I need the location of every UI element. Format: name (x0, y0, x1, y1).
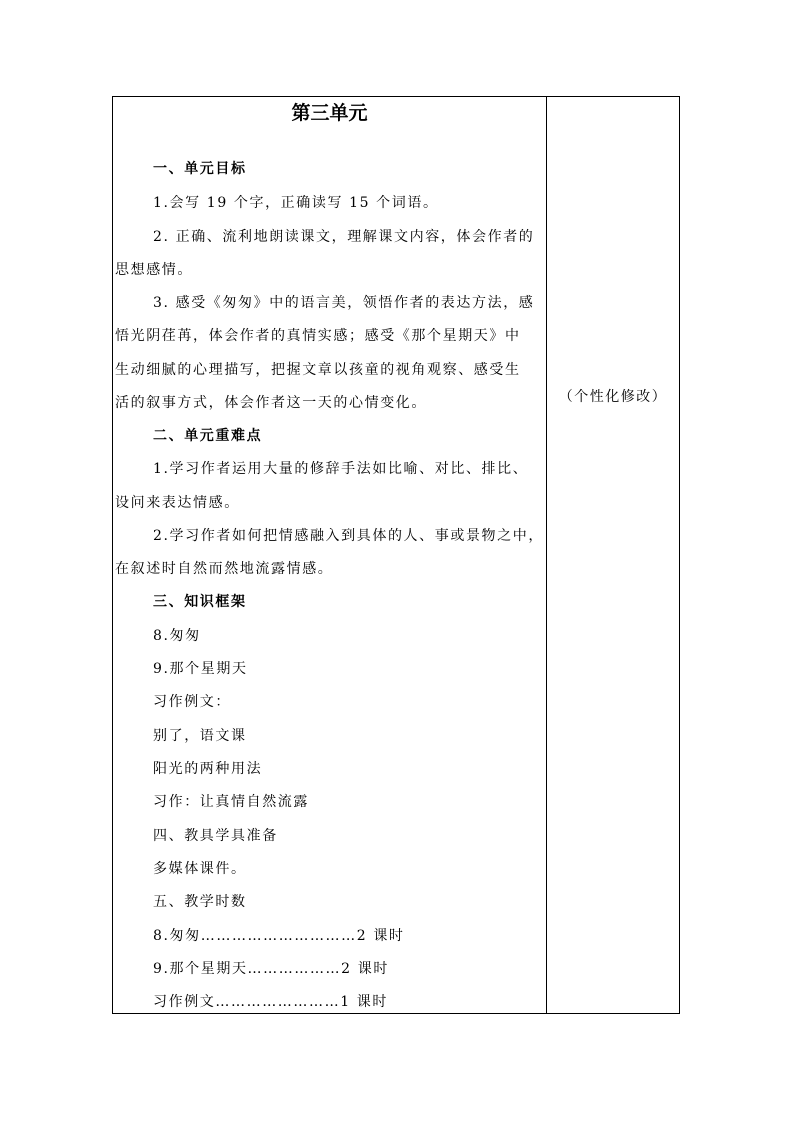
objective-line-3: 3. 感受《匆匆》中的语言美，领悟作者的表达方法，感 (153, 295, 535, 311)
objective-line-2: 2. 正确、流利地朗读课文，理解课文内容，体会作者的 (153, 229, 535, 245)
personalized-notes-label: （个性化修改） (558, 389, 668, 405)
section-heading-framework: 三、知识框架 (153, 594, 247, 610)
section-heading-key-points: 二、单元重难点 (153, 428, 263, 444)
objective-line-3-cont-2: 生动细腻的心理描写，把握文章以孩童的视角观察、感受生 (115, 362, 521, 378)
framework-item: 阳光的两种用法 (153, 761, 263, 777)
key-point-line-1: 1.学习作者运用大量的修辞手法如比喻、对比、排比、 (153, 461, 529, 477)
key-point-line-2-cont: 在叙述时自然而然地流露情感。 (115, 561, 334, 577)
objective-line-3-cont-3: 活的叙事方式，体会作者这一天的心情变化。 (115, 395, 427, 411)
lesson-plan-table (112, 96, 680, 1014)
framework-item: 习作例文： (153, 694, 231, 710)
hours-line: 9.那个星期天………………2 课时 (153, 961, 389, 977)
hours-line: 8.匆匆…………………………2 课时 (153, 928, 405, 944)
hours-line: 习作例文……………………1 课时 (153, 994, 388, 1010)
framework-item: 9.那个星期天 (153, 661, 248, 677)
key-point-line-2: 2.学习作者如何把情感融入到具体的人、事或景物之中， (153, 528, 544, 544)
personalized-notes-cell (547, 97, 679, 1013)
unit-title: 第三单元 (291, 102, 368, 124)
framework-item: 8.匆匆 (153, 628, 201, 644)
objective-line-2-cont: 思想感情。 (115, 262, 193, 278)
framework-item: 别了，语文课 (153, 728, 247, 744)
section-heading-hours: 五、教学时数 (153, 894, 247, 910)
framework-item: 习作：让真情自然流露 (153, 794, 309, 810)
materials-line: 多媒体课件。 (153, 861, 247, 877)
main-content-cell (113, 97, 546, 1013)
key-point-line-1-cont: 设问来表达情感。 (115, 495, 240, 511)
section-heading-objectives: 一、单元目标 (153, 161, 247, 177)
section-heading-materials: 四、教具学具准备 (153, 828, 278, 844)
objective-line-1: 1.会写 19 个字，正确读写 15 个词语。 (153, 195, 439, 211)
objective-line-3-cont-1: 悟光阴荏苒，体会作者的真情实感；感受《那个星期天》中 (115, 328, 521, 344)
